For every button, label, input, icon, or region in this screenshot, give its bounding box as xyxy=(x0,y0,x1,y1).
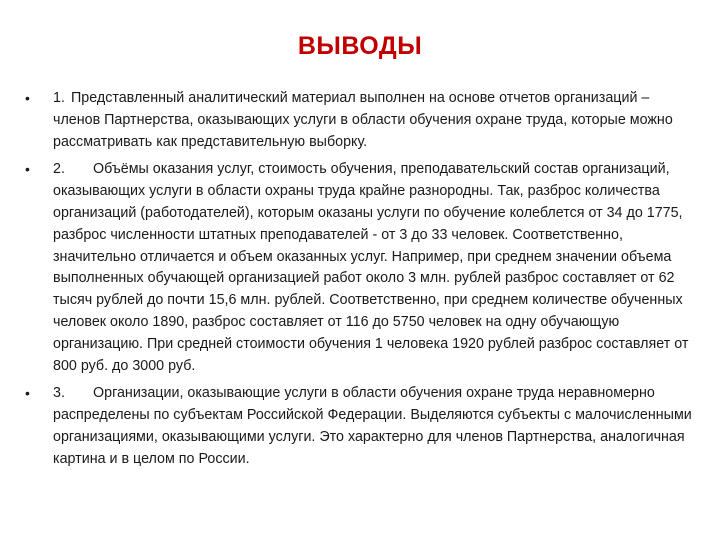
conclusion-item-3 xyxy=(25,383,695,470)
slide-title: ВЫВОДЫ xyxy=(297,32,423,60)
item-number: 1. xyxy=(53,90,65,106)
item-text: Организации, оказывающие услуги в области обучения охране труда неравномерно распределены по субъектам Российской Федерации. Выделяются субъекты с малочисленными организациями, оказывающими услуги. Это характерно для членов Партнерства, аналогичная картина и в целом по России. xyxy=(53,385,692,467)
item-number: 2. xyxy=(53,161,65,178)
item-text: Представленный аналитический материал выполнен на основе отчетов организаций – членов Партнерства, оказывающих услуги в области обучения охране труда, которые можно рассматривать как представительную выборку. xyxy=(53,90,673,150)
bullet-icon: • xyxy=(25,161,30,178)
item-text: Объёмы оказания услуг, стоимость обучения, преподавательский состав организаций, оказывающих услуги в области охраны труда крайне разнородны. Так, разброс количества организаций (работодателей), которым оказаны услуги по обучение колеблется от 34 до 1775, разброс численности штатных преподавателей - от 3 до 33 человек. Соответственно, значительно отличается и объем оказанных услуг. Например, при среднем значении объема выполненных обучающей организацией работ около 3 млн. рублей разброс составляет от 62 тысяч рублей до почти 15,6 млн. рублей. Соответственно, при среднем количестве обученных человек около 1890, разброс составляет от 116 до 5750 человек на одну обучающую организацию. При средней стоимости обучения 1 человека 1920 рублей разброс составляет от 800 руб. до 3000 руб. xyxy=(53,161,689,374)
conclusion-item-1 xyxy=(25,88,695,153)
bullet-icon: • xyxy=(25,385,30,402)
conclusion-item-2 xyxy=(25,159,695,377)
bullet-icon: • xyxy=(25,90,30,106)
item-number: 3. xyxy=(53,385,65,402)
conclusions-list xyxy=(25,88,695,477)
